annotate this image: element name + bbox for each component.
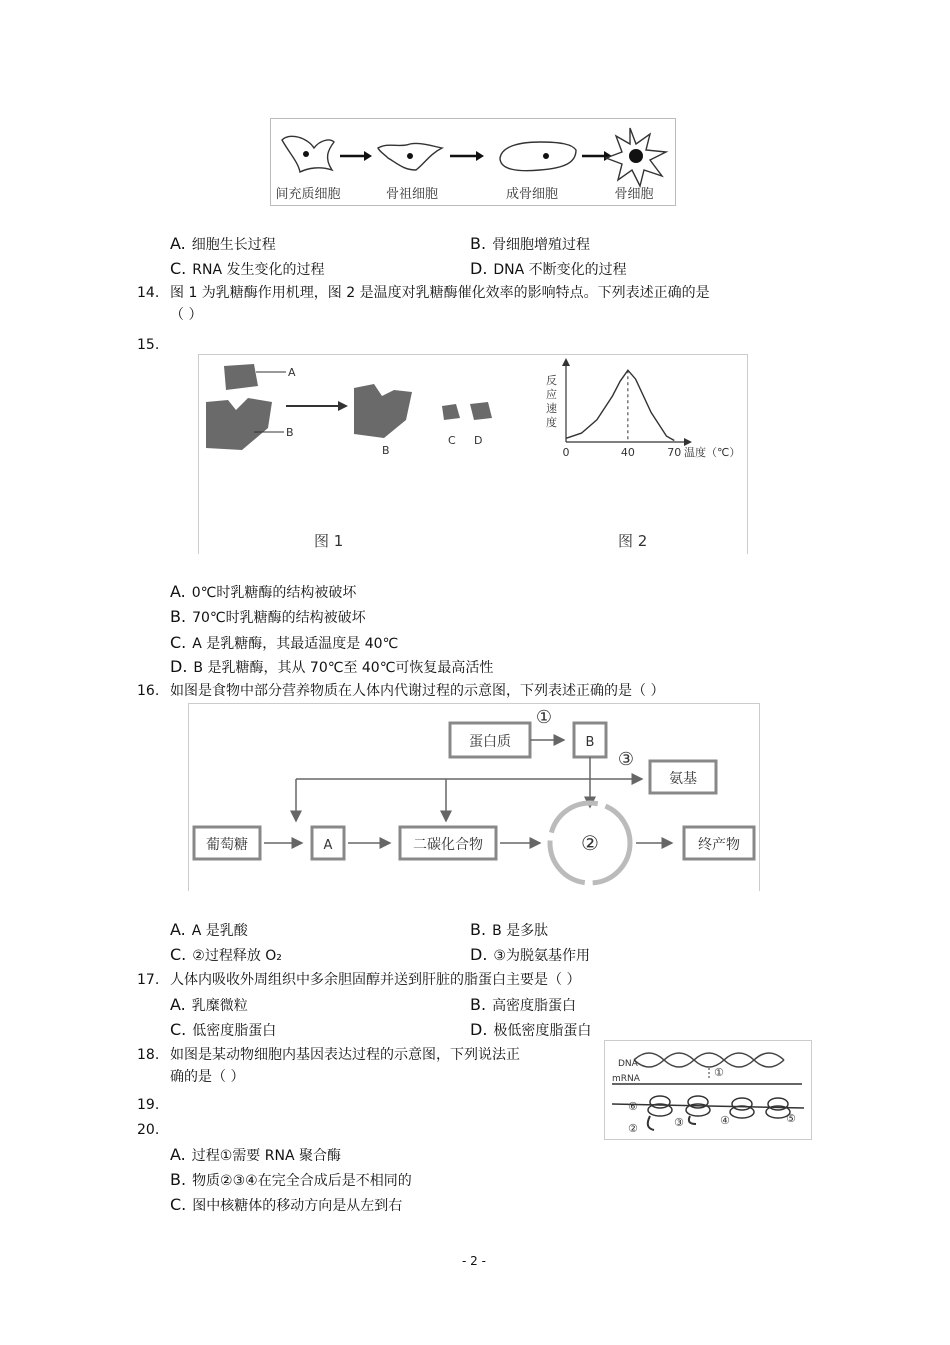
ribosome-group xyxy=(648,1096,790,1118)
q17-option-d[interactable] xyxy=(470,1021,591,1040)
q18-stem: 如图是某动物细胞内基因表达过程的示意图，下列说法正 xyxy=(170,1047,520,1063)
option-letter: B. xyxy=(470,234,487,253)
label-amino: 氨基 xyxy=(669,771,697,787)
label-osteocyte: 骨细胞 xyxy=(614,187,654,202)
label-glucose: 葡萄糖 xyxy=(206,837,248,853)
option-text: DNA 不断变化的过程 xyxy=(493,262,627,278)
marker-1: ① xyxy=(714,1066,724,1079)
marker-5: ⑤ xyxy=(786,1112,796,1125)
label-osteoblast: 成骨细胞 xyxy=(505,187,559,202)
option-letter: A. xyxy=(170,920,186,939)
figure-gene-expression xyxy=(604,1040,812,1140)
q16-option-d[interactable] xyxy=(470,946,590,965)
caption-fig1: 图 1 xyxy=(314,532,344,550)
substrate-a-shape xyxy=(224,364,258,390)
series-reaction-rate-line xyxy=(566,370,674,440)
marker-1: ① xyxy=(535,707,553,728)
caption-fig2: 图 2 xyxy=(618,532,648,550)
option-letter: B. xyxy=(470,995,487,1014)
option-letter: D. xyxy=(470,945,488,964)
q16-option-c[interactable] xyxy=(170,946,282,965)
option-letter: A. xyxy=(170,234,186,253)
osteoblast-cell-shape xyxy=(500,142,576,171)
option-letter: C. xyxy=(170,945,187,964)
q17-option-b[interactable] xyxy=(470,996,576,1015)
option-letter: B. xyxy=(170,607,187,626)
q13-option-b[interactable] xyxy=(470,235,590,254)
label-a-box: A xyxy=(323,838,333,853)
q15-option-b[interactable] xyxy=(170,608,366,627)
x-tick-label: 40 xyxy=(620,446,635,459)
option-text: A 是乳酸 xyxy=(191,923,248,939)
option-letter: A. xyxy=(170,995,186,1014)
q15-option-d[interactable] xyxy=(170,658,493,677)
q14-stem: 图 1 为乳糖酶作用机理，图 2 是温度对乳糖酶催化效率的影响特点。下列表述正确的是 xyxy=(170,285,710,301)
option-letter: C. xyxy=(170,259,187,278)
q17-stem: 人体内吸收外周组织中多余胆固醇并送到肝脏的脂蛋白主要是（ ） xyxy=(170,972,581,988)
option-text: ②过程释放 O₂ xyxy=(192,948,282,964)
label-b-after: B xyxy=(382,444,390,457)
option-letter: A. xyxy=(170,1145,186,1164)
option-letter: A. xyxy=(170,582,186,601)
q20-option-b[interactable] xyxy=(170,1171,412,1190)
x-tick-label: 0 xyxy=(562,446,570,459)
product-c-shape xyxy=(442,404,460,420)
marker-2: ② xyxy=(581,831,599,855)
product-d-shape xyxy=(470,402,492,420)
marker-4: ④ xyxy=(720,1114,730,1127)
option-letter: D. xyxy=(470,1020,488,1039)
option-text: 高密度脂蛋白 xyxy=(492,998,577,1014)
option-text: 物质②③④在完全合成后是不相同的 xyxy=(192,1173,412,1189)
label-end-product: 终产物 xyxy=(698,837,740,853)
label-c: C xyxy=(448,434,456,447)
label-b-box: B xyxy=(585,735,595,750)
marker-2: ② xyxy=(628,1122,638,1135)
x-axis-label: 温度（℃） xyxy=(684,446,741,459)
q20-option-c[interactable] xyxy=(170,1196,402,1215)
label-osteoprogenitor-cell: 骨祖细胞 xyxy=(385,187,439,202)
label-protein: 蛋白质 xyxy=(469,734,511,750)
option-text: B 是多肽 xyxy=(492,923,549,939)
q20-option-a[interactable] xyxy=(170,1146,341,1165)
q17-option-c[interactable] xyxy=(170,1021,276,1040)
page-number: - 2 - xyxy=(462,1254,486,1268)
label-b: B xyxy=(286,426,294,439)
label-dna: DNA xyxy=(618,1059,638,1069)
option-text: 70℃时乳糖酶的结构被破坏 xyxy=(192,610,366,626)
label-d: D xyxy=(474,434,483,447)
q15-option-c[interactable] xyxy=(170,634,398,653)
q18-stem-cont: 确的是（ ） xyxy=(170,1069,245,1085)
option-letter: C. xyxy=(170,1195,187,1214)
figure-metabolism-diagram xyxy=(188,703,760,891)
option-text: 低密度脂蛋白 xyxy=(192,1023,277,1039)
option-text: 细胞生长过程 xyxy=(191,237,276,253)
q15-number: 15. xyxy=(137,337,160,353)
marker-6: ⑥ xyxy=(628,1100,638,1113)
q18-number: 18. xyxy=(137,1047,160,1063)
label-dicarbon: 二碳化合物 xyxy=(413,837,483,853)
option-letter: C. xyxy=(170,1020,187,1039)
q17-option-a[interactable] xyxy=(170,996,248,1015)
option-text: 骨细胞增殖过程 xyxy=(492,237,591,253)
q13-option-a[interactable] xyxy=(170,235,276,254)
q16-number: 16. xyxy=(137,683,160,699)
marker-3: ③ xyxy=(674,1116,684,1129)
label-a: A xyxy=(288,366,296,379)
q20-number: 20. xyxy=(137,1122,160,1138)
option-text: 0℃时乳糖酶的结构被破坏 xyxy=(191,585,357,601)
figure-lactase-mechanism xyxy=(198,354,748,554)
q13-option-d[interactable] xyxy=(470,260,627,279)
q16-stem: 如图是食物中部分营养物质在人体内代谢过程的示意图，下列表述正确的是（ ） xyxy=(170,683,665,699)
q15-option-a[interactable] xyxy=(170,583,356,602)
option-text: 乳糜微粒 xyxy=(191,998,248,1014)
label-mesenchymal-cell: 间充质细胞 xyxy=(275,187,341,202)
option-letter: B. xyxy=(170,1170,187,1189)
q14-stem-paren: （ ） xyxy=(170,307,203,323)
option-text: RNA 发生变化的过程 xyxy=(192,262,325,278)
marker-3: ③ xyxy=(617,749,635,770)
option-text: 过程①需要 RNA 聚合酶 xyxy=(191,1148,341,1164)
x-tick-label: 70 xyxy=(667,446,682,459)
q19-number: 19. xyxy=(137,1097,160,1113)
q16-option-b[interactable] xyxy=(470,921,548,940)
option-letter: B. xyxy=(470,920,487,939)
option-text: 图中核糖体的移动方向是从左到右 xyxy=(192,1198,403,1214)
option-letter: D. xyxy=(470,259,488,278)
option-letter: D. xyxy=(170,657,188,676)
q17-number: 17. xyxy=(137,972,160,988)
q14-number: 14. xyxy=(137,285,160,301)
label-mrna: mRNA xyxy=(612,1074,640,1084)
y-axis-label: 反应速度 xyxy=(546,374,557,429)
q13-option-c[interactable] xyxy=(170,260,325,279)
option-text: B 是乳糖酶，其从 70℃至 40℃可恢复最高活性 xyxy=(193,660,494,676)
option-letter: C. xyxy=(170,633,187,652)
figure-bone-cell-differentiation xyxy=(270,118,676,206)
enzyme-b-after-shape xyxy=(354,384,412,438)
option-text: A 是乳糖酶，其最适温度是 40℃ xyxy=(192,636,399,652)
enzyme-b-shape xyxy=(206,398,272,450)
option-text: ③为脱氨基作用 xyxy=(493,948,590,964)
q16-option-a[interactable] xyxy=(170,921,248,940)
option-text: 极低密度脂蛋白 xyxy=(493,1023,592,1039)
